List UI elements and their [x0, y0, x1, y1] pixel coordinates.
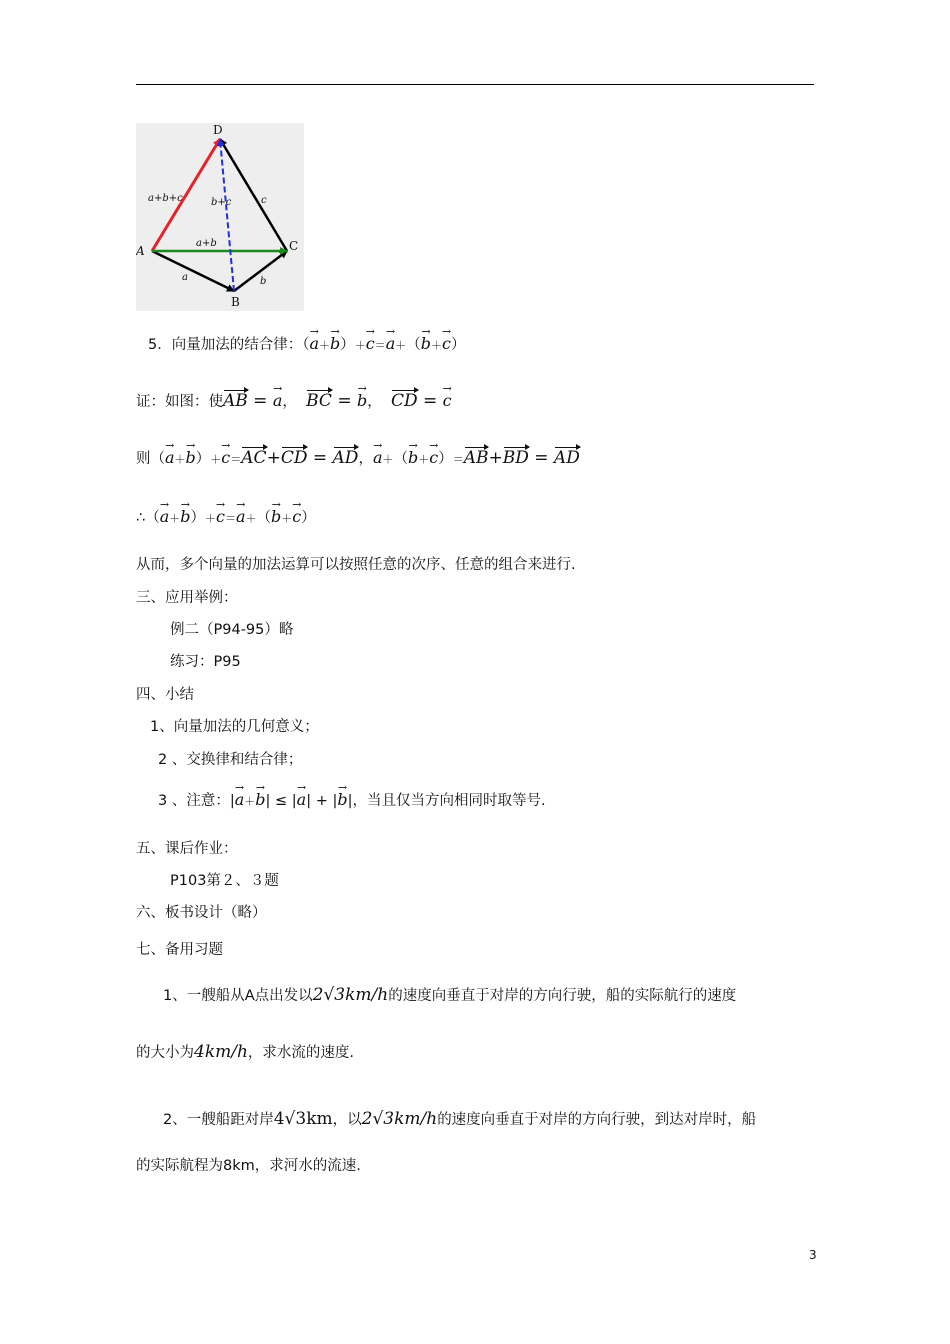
problem-1-actual-speed: 4km/h	[194, 1042, 248, 1062]
section-5-title: 五、课后作业：	[136, 841, 238, 857]
homework-text: P103第２、３题	[170, 873, 279, 889]
problem-1-part-1: 1、一艘船从A点出发以	[163, 988, 313, 1004]
page-number: 3	[809, 1248, 817, 1262]
then-line: 则（→ a＋→ b）＋→ c＝AC+CD = AD，→ a＋（→ b＋→ c）＝AB+BD = AD	[136, 449, 580, 469]
problem-1-part-2: 的速度向垂直于对岸的方向行驶，船的实际航行的速度	[388, 988, 737, 1004]
vector-diagram	[136, 123, 304, 311]
vector-c-line	[220, 139, 287, 251]
problem-1-line-2-a: 的大小为	[136, 1045, 194, 1061]
proof-line: 证：如图：使AB = → a， BC = → b， CD = → c	[136, 392, 452, 411]
vertex-c-label: C	[289, 239, 299, 253]
section-7-title: 七、备用习题	[136, 942, 223, 958]
label-a: a	[182, 272, 188, 283]
section-3-title: 三、应用举例：	[136, 590, 238, 606]
problem-1-speed: 2√3km/h	[312, 985, 389, 1005]
associative-law-label: 5．向量加法的结合律：	[148, 337, 303, 353]
conclusion-text: 从而，多个向量的加法运算可以按照任意的次序、任意的组合来进行.	[136, 557, 576, 573]
problem-2-part-3: 的速度向垂直于对岸的方向行驶，到达对岸时，船	[437, 1112, 757, 1128]
summary-item-2: 2 、交换律和结合律；	[158, 752, 303, 768]
label-bpc: b+c	[211, 197, 232, 208]
vector-a-line	[152, 251, 234, 291]
vector-bpc-line	[220, 139, 234, 291]
problem-2-speed: 2√3km/h	[361, 1109, 438, 1129]
label-apbpc: a+b+c	[148, 193, 183, 204]
problem-1-line-2	[136, 1043, 354, 1062]
summary-item-3-suffix: ，当且仅当方向相同时取等号.	[352, 793, 546, 809]
section-4-title: 四、小结	[136, 687, 194, 703]
therefore-line: ∴（→ a＋→ b）＋→ c＝→ a＋（→ b＋→ c）	[136, 508, 316, 528]
problem-2-distance: 4√3km	[273, 1109, 333, 1129]
problem-2-part-2: ，以	[332, 1112, 362, 1128]
summary-item-3-prefix: 3 、注意：	[158, 793, 230, 809]
label-apb: a+b	[196, 238, 217, 249]
label-b: b	[260, 276, 267, 287]
problem-2-line-1	[163, 1110, 756, 1129]
summary-item-3: 3 、注意：|→ a＋→ b| ≤ |→ a| + |→ b|，当且仅当方向相同时取等号.	[158, 791, 546, 811]
vertex-a-label: A	[136, 244, 145, 258]
associative-law-line: 5．向量加法的结合律：（→ a＋→ b）＋→ c＝→ a＋（→ b＋→ c）	[148, 335, 466, 355]
summary-item-1: 1、向量加法的几何意义；	[150, 719, 319, 735]
vertex-d-label: D	[213, 123, 223, 137]
proof-prefix: 证：如图：使	[136, 394, 223, 410]
example-text: 例二（P94-95）略	[170, 622, 294, 638]
section-6-title: 六、板书设计（略）	[136, 905, 267, 921]
problem-2-part-1: 2、一艘船距对岸	[163, 1112, 274, 1128]
problem-1-line-2-b: ，求水流的速度.	[247, 1045, 355, 1061]
problem-1-line-1	[163, 986, 736, 1005]
therefore-prefix: ∴	[136, 510, 146, 526]
label-c: c	[261, 195, 267, 206]
vertex-b-label: B	[231, 295, 240, 309]
then-prefix: 则	[136, 451, 151, 467]
problem-2-line-2: 的实际航程为8km，求河水的流速.	[136, 1158, 361, 1174]
header-rule	[136, 84, 814, 85]
exercise-text: 练习：P95	[170, 654, 241, 670]
vector-diagram-svg	[136, 123, 304, 311]
